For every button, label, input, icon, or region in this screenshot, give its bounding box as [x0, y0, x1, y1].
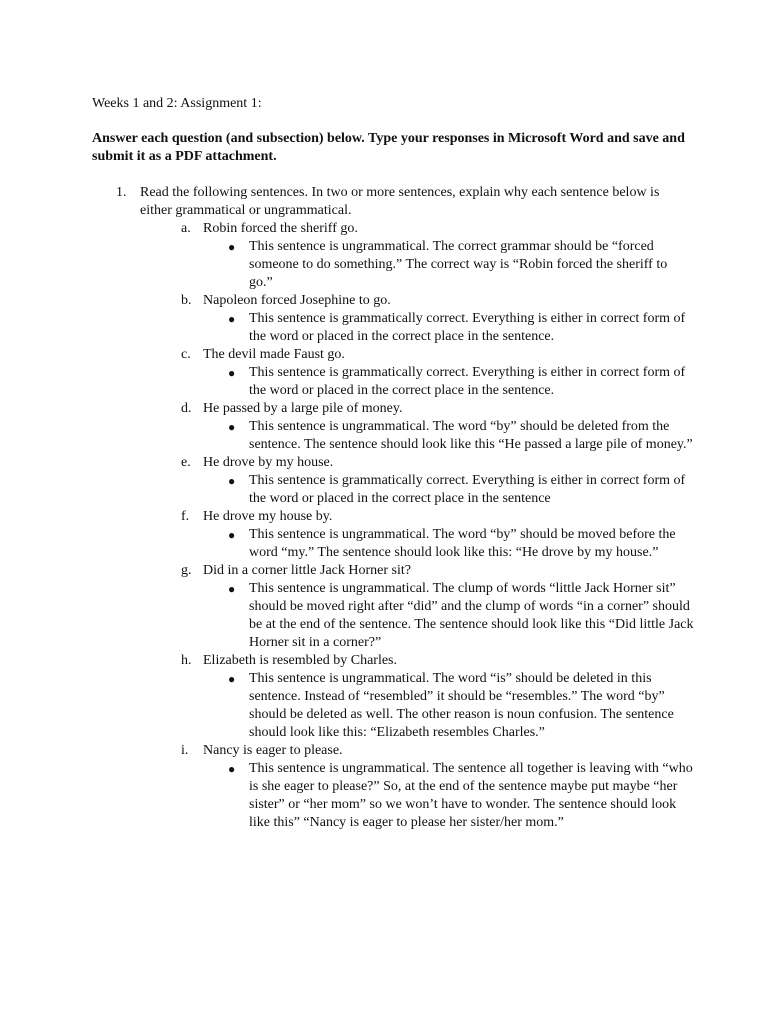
subquestion-sentence: Elizabeth is resembled by Charles. [203, 653, 397, 668]
answer-bullet [92, 364, 694, 400]
subquestion-letter: f. [181, 509, 190, 524]
subquestion-letter: a. [181, 221, 191, 236]
subquestion-letter: i. [181, 743, 189, 758]
answer-bullet [92, 670, 694, 742]
subquestion-letter: b. [181, 293, 192, 308]
bullet-icon: ● [228, 312, 236, 326]
answer-text: This sentence is ungrammatical. The correct grammar should be “forced someone to do something.” The correct way is “Robin forced the sheriff to go.” [249, 239, 668, 290]
answer-text: This sentence is ungrammatical. The word “by” should be moved before the word “my.” The sentence should look like this: “He drove by my house.” [249, 527, 676, 560]
question-text: Read the following sentences. In two or more sentences, explain why each sentence below is either grammatical or ungrammatical. [140, 185, 660, 218]
bullet-icon: ● [228, 582, 236, 596]
assignment-heading: Weeks 1 and 2: Assignment 1: [92, 96, 262, 111]
answer-bullet [92, 526, 694, 562]
answer-text: This sentence is ungrammatical. The word “is” should be deleted in this sentence. Instead of “resembled” it should be “resembles.” The word “by” should be deleted as well. The other reason is noun confusion. The sentence should look like this: “Elizabeth resembles Charles.” [249, 671, 674, 740]
subquestion-sentence: Robin forced the sheriff go. [203, 221, 358, 236]
question-1 [92, 184, 692, 832]
answer-bullet [92, 472, 694, 508]
answer-text: This sentence is ungrammatical. The sentence all together is leaving with “who is she eager to please?” So, at the end of the sentence maybe put maybe “her sister” or “her mom” so we won’t have to wonder. The sentence should look like this” “Nancy is eager to please her sister/her mom.” [249, 761, 693, 830]
subquestion-sentence: He drove by my house. [203, 455, 334, 470]
subquestion-sentence: The devil made Faust go. [203, 347, 345, 362]
subquestion-letter: h. [181, 653, 192, 668]
assignment-instructions: Answer each question (and subsection) below. Type your responses in Microsoft Word and save and submit it as a PDF attachment. [92, 131, 685, 164]
subquestion-letter: d. [181, 401, 192, 416]
answer-text: This sentence is ungrammatical. The clump of words “little Jack Horner sit” should be moved right after “did” and the clump of words “in a corner” should be at the end of the sentence. The sentence should look like this “Did little Jack Horner sit in a corner?” [249, 581, 694, 650]
answer-text: This sentence is grammatically correct. Everything is either in correct form of the word or placed in the correct place in the sentence [249, 473, 686, 506]
subquestion-letter: g. [181, 563, 192, 578]
bullet-icon: ● [228, 240, 236, 254]
question-number: 1. [116, 185, 127, 200]
subquestion-item [92, 400, 692, 418]
bullet-icon: ● [228, 420, 236, 434]
answer-bullet [92, 418, 694, 454]
subquestion-item [92, 742, 692, 760]
subquestion-item [92, 220, 692, 238]
subquestion-sentence: Did in a corner little Jack Horner sit? [203, 563, 411, 578]
answer-bullet [92, 310, 694, 346]
bullet-icon: ● [228, 762, 236, 776]
bullet-icon: ● [228, 672, 236, 686]
subquestion-sentence: He passed by a large pile of money. [203, 401, 403, 416]
subquestion-item [92, 562, 692, 580]
answer-text: This sentence is grammatically correct. Everything is either in correct form of the word or placed in the correct place in the sentence. [249, 311, 686, 344]
subquestion-letter: c. [181, 347, 191, 362]
subquestion-sentence: Nancy is eager to please. [203, 743, 343, 758]
subquestion-sentence: Napoleon forced Josephine to go. [203, 293, 391, 308]
subquestion-item [92, 652, 692, 670]
bullet-icon: ● [228, 528, 236, 542]
subquestion-item [92, 292, 692, 310]
bullet-icon: ● [228, 474, 236, 488]
answer-text: This sentence is ungrammatical. The word “by” should be deleted from the sentence. The sentence should look like this “He passed a large pile of money.” [249, 419, 693, 452]
subquestion-item [92, 346, 692, 364]
subquestion-sentence: He drove my house by. [203, 509, 333, 524]
bullet-icon: ● [228, 366, 236, 380]
answer-text: This sentence is grammatically correct. Everything is either in correct form of the word or placed in the correct place in the sentence. [249, 365, 686, 398]
answer-bullet [92, 238, 694, 292]
answer-bullet [92, 580, 694, 652]
subquestion-item [92, 454, 692, 472]
subquestion-item [92, 508, 692, 526]
subquestion-letter: e. [181, 455, 191, 470]
subquestion-list [92, 220, 692, 832]
answer-bullet [92, 760, 694, 832]
